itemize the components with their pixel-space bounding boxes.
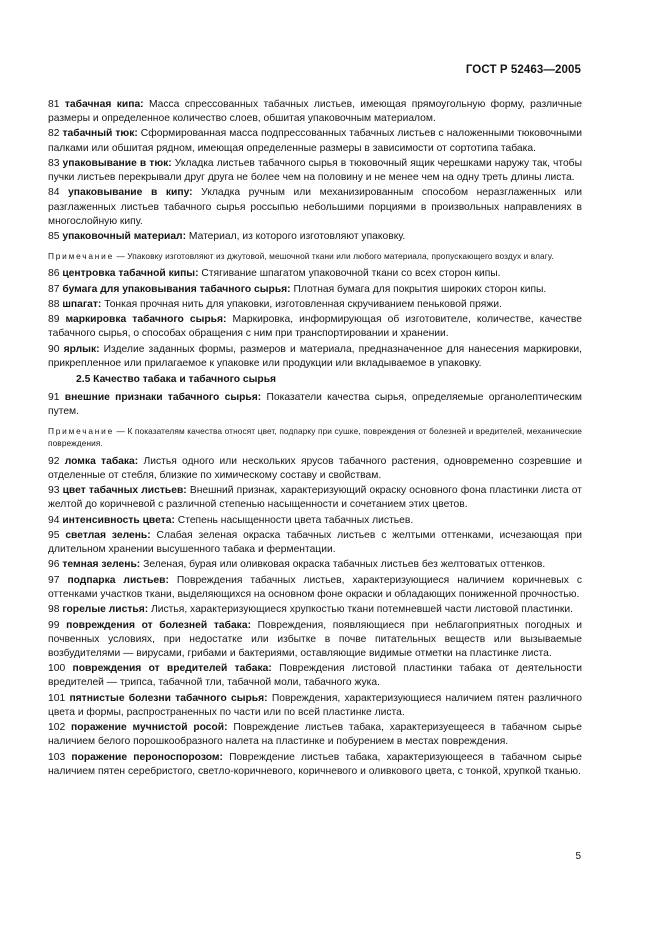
entry-definition: Зеленая, бурая или оливковая окраска табачных листьев без желтоватых оттенков. [140, 559, 546, 571]
entry-definition: Листья одного или нескольких ярусов табачного растения, одновременно созревшие и отделенные от стебля, близкие по химическому составу и свойствам. [48, 455, 582, 481]
note-label: Примечание [48, 426, 115, 437]
entry-definition: Стягивание шпагатом упаковочной ткани со всех сторон кипы. [198, 268, 501, 280]
page-number: 5 [575, 851, 581, 862]
entry-number: 82 [48, 128, 60, 140]
entry-term: внешние признаки табачного сырья: [64, 392, 262, 404]
entry-definition: Повреждения, появляющиеся при неблагоприятных погодных и почвенных условиях, при недостатке или избытке в почве питательных веществ или вызываемые возбудителями — вирусами, грибами и бактериями, оставляющие видимые отметки на пластинке листа. [48, 619, 582, 659]
term-entry [48, 751, 582, 779]
note [48, 425, 582, 449]
entry-number: 103 [48, 751, 66, 763]
term-entry [48, 455, 582, 483]
entry-number: 97 [48, 574, 60, 586]
entry-number: 98 [48, 604, 60, 616]
entry-term: цвет табачных листьев: [62, 485, 187, 497]
entry-term: упаковочный материал: [62, 231, 187, 243]
entry-term: горелые листья: [62, 604, 149, 616]
entry-term: светлая зелень: [65, 529, 151, 541]
entry-number: 87 [48, 283, 60, 295]
entry-term: темная зелень: [62, 559, 141, 571]
entry-definition: Слабая зеленая окраска табачных листьев с желтыми оттенками, исчезающая при длительном хранении высушенного табака и ферментации. [48, 529, 583, 555]
entry-term: поражение пероноспорозом: [71, 751, 223, 763]
standard-designation: ГОСТ Р 52463—2005 [465, 64, 581, 76]
document-body [48, 98, 582, 780]
term-entry [48, 127, 582, 155]
entry-term: центровка табачной кипы: [62, 268, 199, 280]
entry-number: 81 [48, 99, 60, 110]
entry-definition: Материал, из которого изготовляют упаковку. [186, 231, 406, 243]
entry-definition: Повреждение листьев табака, характеризуещееся в табачном сырье наличием белого порошкообразного налета на пластинке и побурением в местах повреждения. [48, 722, 582, 748]
term-entry [48, 186, 582, 228]
entry-number: 91 [48, 392, 60, 404]
entry-number: 95 [48, 529, 60, 541]
entry-number: 90 [48, 343, 60, 355]
note [48, 250, 582, 262]
entry-term: маркировка табачного сырья: [65, 314, 227, 326]
entry-term: поражение мучнистой росой: [71, 722, 228, 734]
entry-number: 94 [48, 514, 60, 526]
entry-definition: Повреждения, характеризующиеся наличием пятен различного цвета и формы, распространенных по части или по всей пластинке листа. [48, 692, 582, 718]
term-entry [48, 267, 582, 281]
entry-number: 89 [48, 314, 60, 326]
entry-definition: Тонкая прочная нить для упаковки, изготовленная скручиванием пеньковой пряжи. [101, 299, 502, 310]
entry-term: упаковывание в кипу: [68, 187, 193, 199]
entry-number: 86 [48, 268, 60, 280]
entry-term: ярлык: [63, 343, 100, 355]
entry-number: 92 [48, 455, 60, 467]
term-entry [48, 98, 582, 126]
term-entry [48, 574, 582, 602]
term-entry [48, 283, 582, 297]
entry-number: 84 [48, 187, 60, 199]
entry-number: 99 [48, 619, 60, 631]
term-entry [48, 619, 582, 661]
entry-number: 88 [48, 299, 60, 310]
term-entry [48, 484, 582, 512]
entry-definition: Повреждение листьев табака, характеризующееся в табачном сырье наличием пятен серебристого, светло-коричневого, коричневого и оливкового цвета, с тонкой, хрупкой тканью. [48, 751, 582, 777]
entry-definition: Повреждения листовой пластинки табака от деятельности вредителей — трипса, табачной тли, табачной моли, табачного жука. [48, 663, 582, 689]
entry-term: повреждения от болезней табака: [66, 619, 251, 631]
term-entry [48, 157, 582, 185]
term-entry [48, 391, 582, 419]
term-entry [48, 558, 582, 572]
entry-term: пятнистые болезни табачного сырья: [69, 692, 268, 704]
entry-definition: Показатели качества сырья, определяемые органолептическим путем. [48, 392, 582, 418]
note-text: — К показателям качества относят цвет, подпарку при сушке, повреждения от болезней и вредителей, механические повреждения. [48, 426, 582, 449]
term-entry [48, 692, 582, 720]
term-entry [48, 298, 582, 312]
entry-number: 100 [48, 663, 66, 675]
entry-definition: Укладка ручным или механизированным способом неразглаженных или разглаженных листьев табачного сырья россыпью небольшими порциями в произвольных направлениях в многослойную кипу. [48, 187, 582, 227]
term-entry [48, 721, 582, 749]
term-entry [48, 529, 582, 557]
entry-definition: Внешний признак, характеризующий окраску основного фона пластинки листа от желтой до коричневой с различной степенью насыщенности и сочетанием этих цветов. [48, 485, 582, 511]
entry-number: 101 [48, 692, 66, 704]
term-entry [48, 313, 582, 341]
entry-number: 85 [48, 231, 60, 243]
note-label: Примечание [48, 251, 115, 262]
entry-term: упаковывание в тюк: [62, 157, 172, 169]
term-entry [48, 662, 582, 690]
term-entry [48, 343, 582, 371]
entry-term: подпарка листьев: [67, 574, 169, 586]
term-entry [48, 603, 582, 617]
term-entry [48, 514, 582, 528]
entry-definition: Степень насыщенности цвета табачных листьев. [174, 514, 414, 526]
entry-definition: Маркировка, информирующая об изготовителе, количестве, качестве табачного сырья, о способах обращения с ним при транспортировании и хранении. [48, 314, 582, 340]
entry-term: табачная кипа: [64, 99, 144, 110]
entry-number: 93 [48, 485, 60, 497]
entry-term: шпагат: [62, 299, 102, 310]
entry-definition: Листья, характеризующиеся хрупкостью ткани потемневшей части листовой пластинки. [148, 604, 573, 616]
section-heading: 2.5 Качество табака и табачного сырья [76, 374, 277, 386]
entry-definition: Повреждения табачных листьев, характеризующиеся наличием коричневых с оттенками участков ткани, выделяющихся на основном фоне окраски и обладающих пониженной прочностью. [48, 574, 582, 600]
entry-number: 83 [48, 157, 60, 169]
note-text: — Упаковку изготовляют из джутовой, мешочной ткани или любого материала, пропускающего воздух и влагу. [116, 251, 554, 262]
entry-term: бумага для упаковывания табачного сырья: [62, 283, 291, 295]
entry-definition: Плотная бумага для покрытия широких сторон кипы. [290, 283, 547, 295]
entry-term: ломка табака: [64, 455, 139, 467]
entry-definition: Укладка листьев табачного сырья в тюковочный ящик черешками наружу так, чтобы пучки листьев перекрывали друг друга не более чем на половину и не менее чем на одну треть длины листа. [48, 157, 582, 184]
entry-term: интенсивность цвета: [62, 514, 175, 526]
entry-definition: Масса спрессованных табачных листьев, имеющая прямоугольную форму, различные размеры и определенное количество слоев, обшитая упаковочным материалом. [48, 99, 582, 125]
entry-number: 96 [48, 559, 60, 571]
entry-term: повреждения от вредителей табака: [72, 663, 272, 675]
entry-definition: Изделие заданных формы, размеров и материала, предназначенное для нанесения маркировки, прикрепленное или прилагаемое к упаковке или продукции или вкладываемое в упаковку. [48, 343, 582, 369]
entry-definition: Сформированная масса подпрессованных табачных листьев с наложенными тюковочными палками или обшитая рядном, имеющая определенные размеры в зависимости от сортотипа табака. [48, 128, 582, 154]
term-entry [48, 230, 582, 244]
entry-number: 102 [48, 722, 66, 734]
entry-term: табачный тюк: [62, 128, 138, 140]
